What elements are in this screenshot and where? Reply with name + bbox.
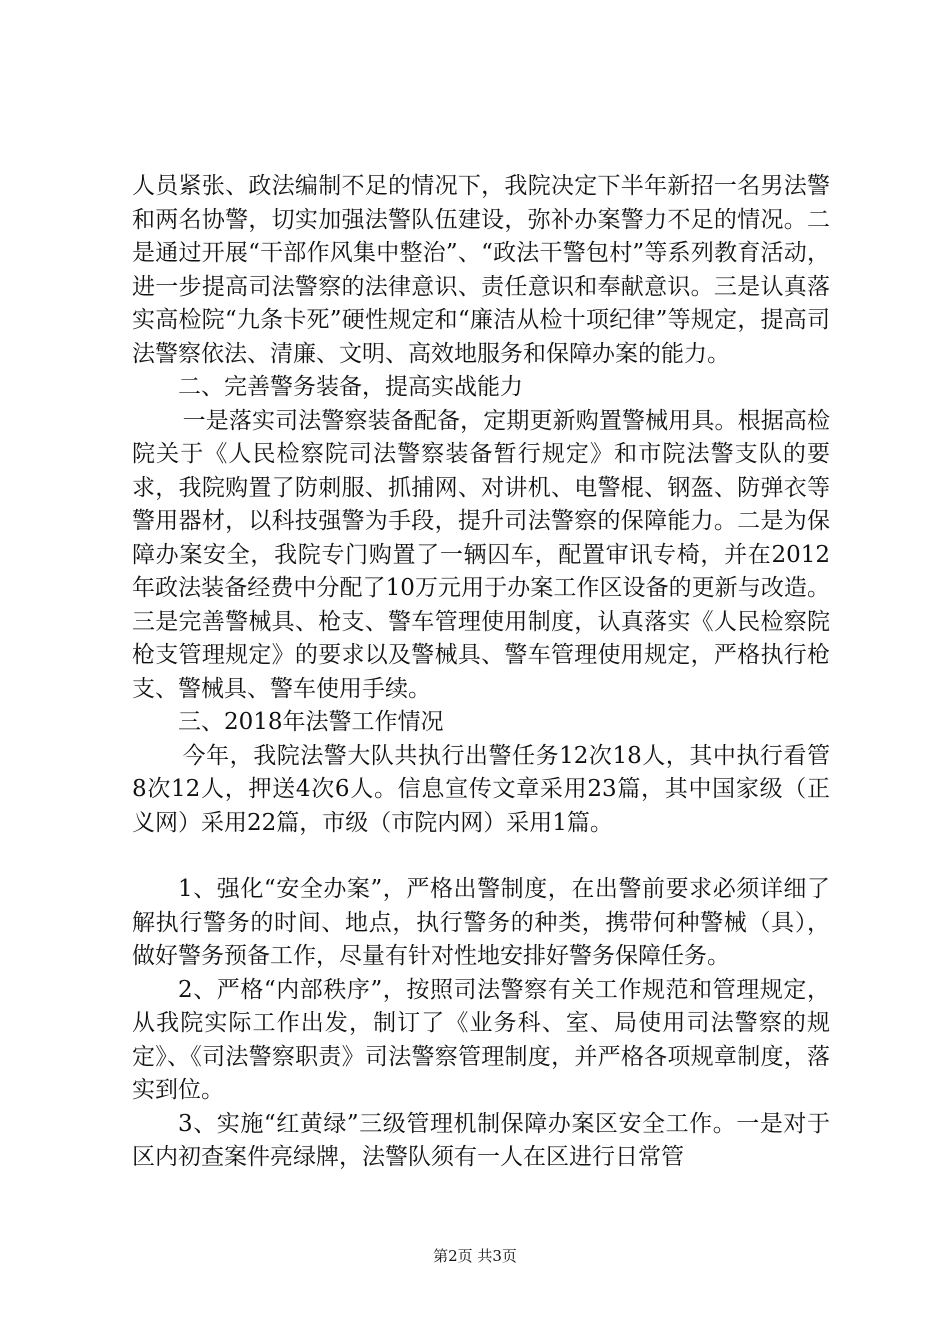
page-footer: [0, 1246, 950, 1266]
paragraph-gap: [132, 840, 830, 873]
paragraph-equipment: 一是落实司法警察装备配备，定期更新购置警械用具。根据高检院关于《人民检察院司法警察装备暂行规定》和市院法警支队的要求，我院购置了防刺服、抓捕网、对讲机、电警棍、钢盔、防弹衣等警用器材，以科技强警为手段，提升司法警察的保障能力。二是为保障办案安全，我院专门购置了一辆囚车，配置审讯专椅，并在2012年政法装备经费中分配了10万元用于办案工作区设备的更新与改造。三是完善警械具、枪支、警车管理使用制度，认真落实《人民检察院枪支管理规定》的要求以及警械具、警车管理使用规定，严格执行枪支、警械具、警车使用手续。: [132, 407, 830, 702]
paragraph-item-3: 3、实施“红黄绿”三级管理机制保障办案区安全工作。一是对于区内初查案件亮绿牌，法警队须有一人在区进行日常管: [132, 1110, 830, 1170]
paragraph-2018-summary: 今年，我院法警大队共执行出警任务12次18人，其中执行看管8次12人，押送4次6人。信息宣传文章采用23篇，其中国家级（正义网）采用22篇，市级（市院内网）采用1篇。: [132, 742, 830, 836]
paragraph-item-1: 1、强化“安全办案”，严格出警制度，在出警前要求必须详细了解执行警务的时间、地点，执行警务的种类，携带何种警械（具），做好警务预备工作，尽量有针对性地安排好警务保障任务。: [132, 876, 830, 969]
page-number: 第2页 共3页: [433, 1247, 517, 1265]
paragraph-continuation: 人员紧张、政法编制不足的情况下，我院决定下半年新招一名男法警和两名协警，切实加强法警队伍建设，弥补办案警力不足的情况。二是通过开展“干部作风集中整治”、“政法干警包村”等系列教育活动，进一步提高司法警察的法律意识、责任意识和奉献意识。三是认真落实高检院“九条卡死”硬性规定和“廉洁从检十项纪律”等规定，提高司法警察依法、清廉、文明、高效地服务和保障办案的能力。: [132, 173, 830, 367]
paragraph-item-2: 2、严格“内部秩序”，按照司法警察有关工作规范和管理规定，从我院实际工作出发，制订了《业务科、室、局使用司法警察的规定》、《司法警察职责》司法警察管理制度，并严格各项规章制度，落实到位。: [132, 976, 830, 1103]
section-heading-equipment: 二、完善警务装备，提高实战能力: [178, 374, 523, 400]
section-heading-2018: 三、2018年法警工作情况: [178, 709, 444, 735]
document-body: [132, 170, 830, 1175]
